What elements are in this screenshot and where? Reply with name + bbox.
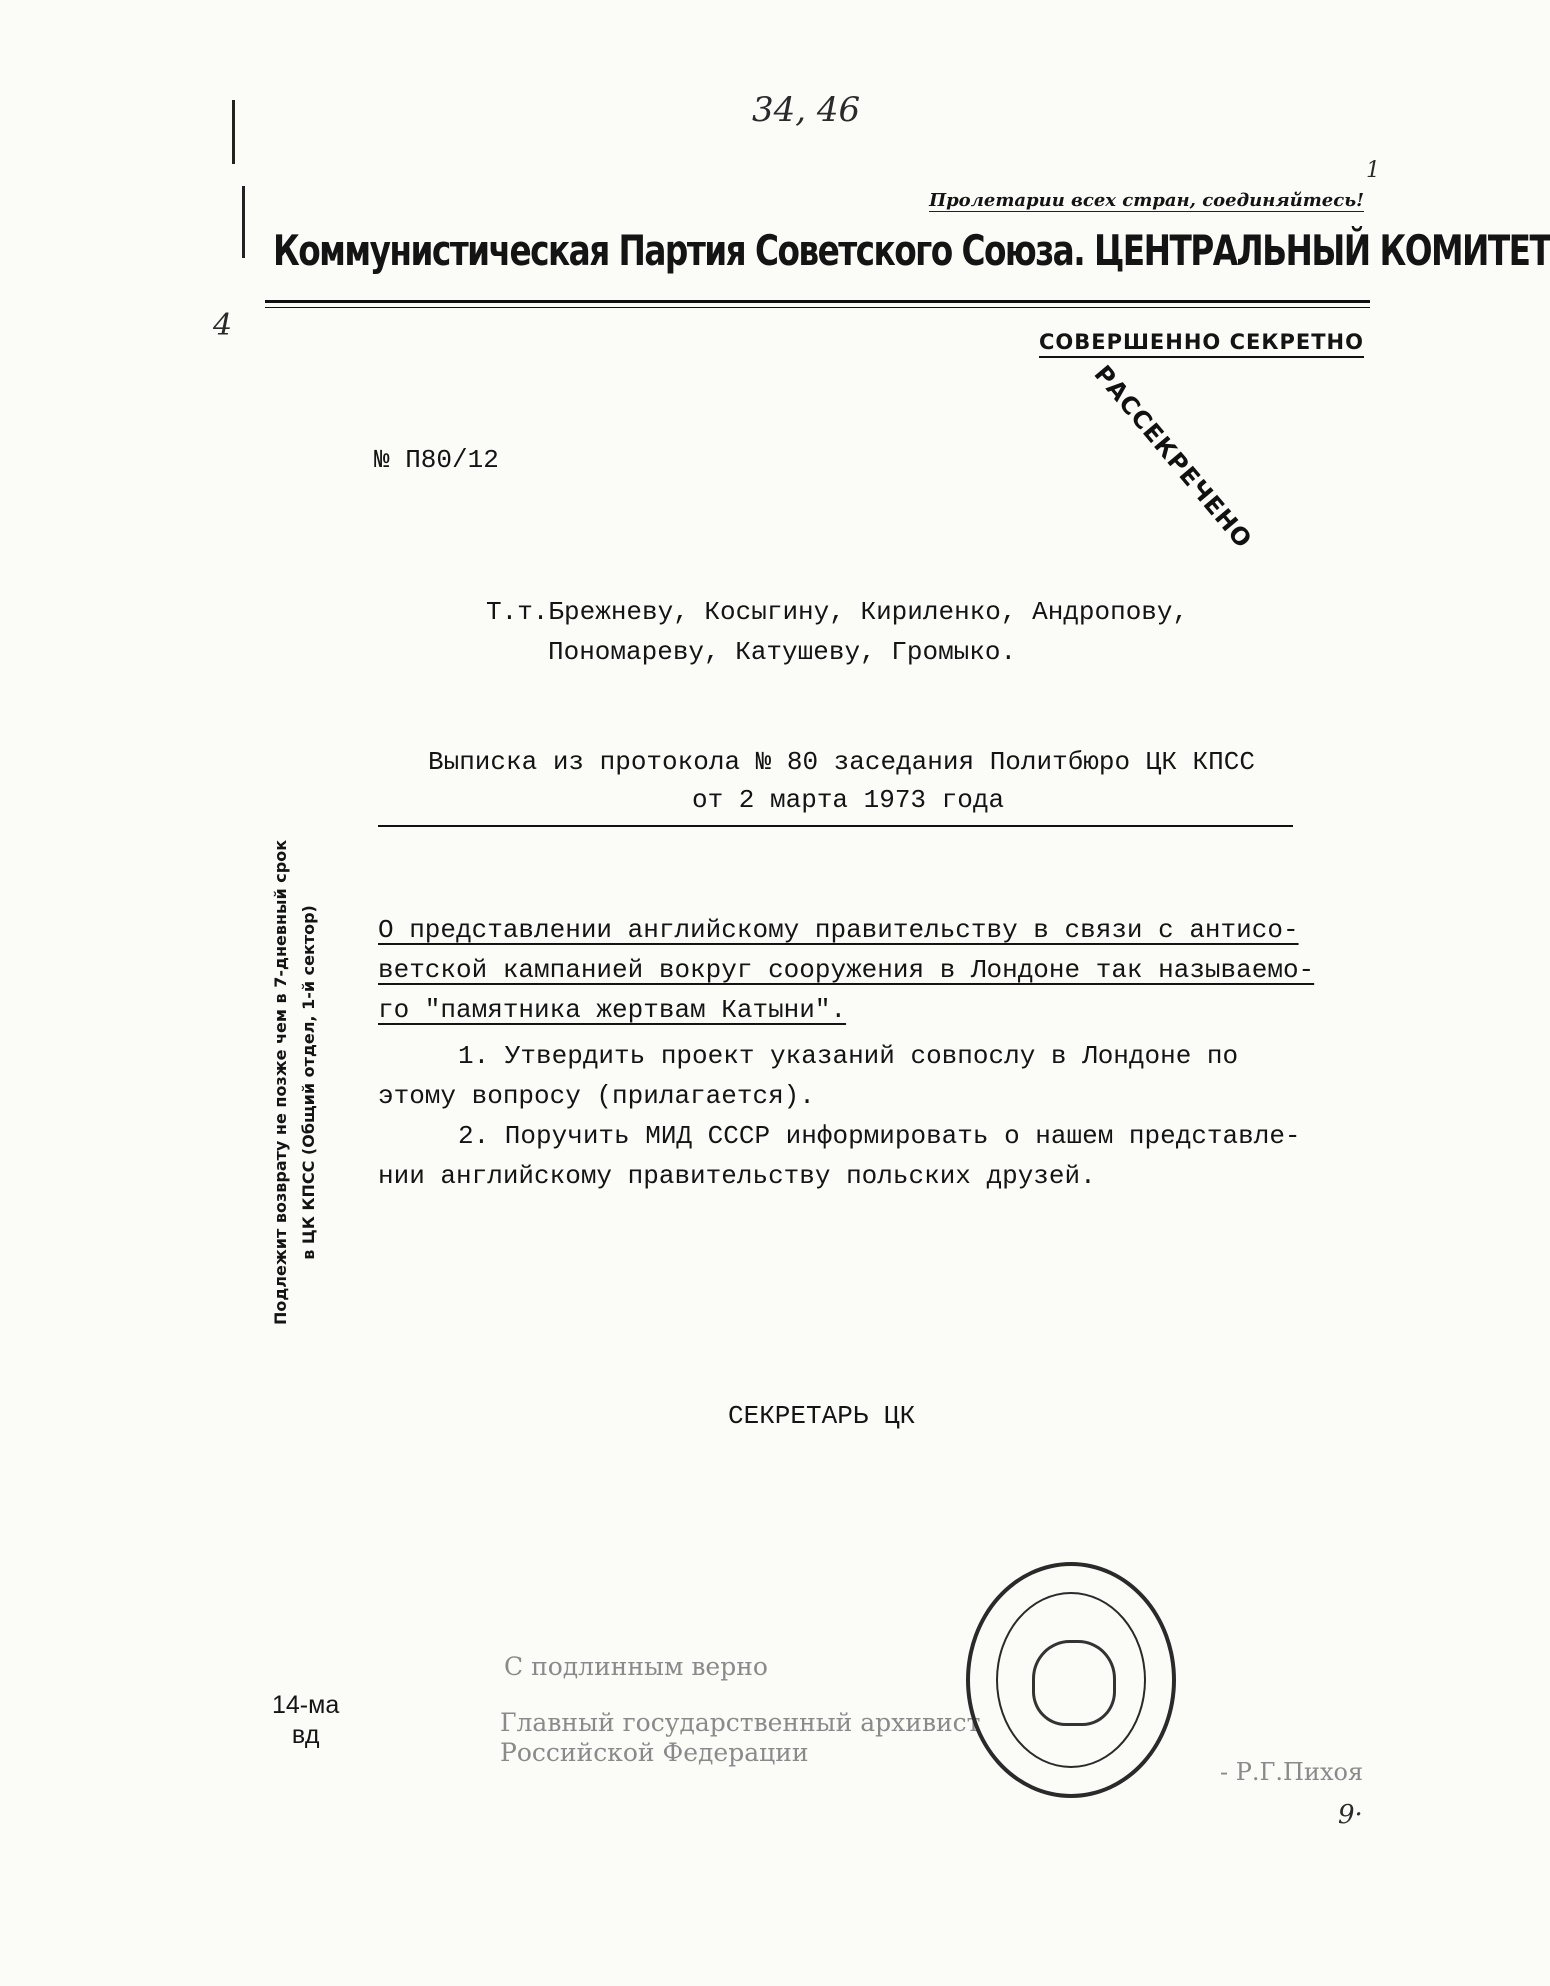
copies-line-1: 14-ма (272, 1691, 340, 1719)
addressees-line-1: Т.т.Брежневу, Косыгину, Кириленко, Андропову, (486, 597, 1189, 627)
extract-title: Выписка из протокола № 80 заседания Политбюро ЦК КПСС (428, 747, 1255, 777)
certification-line-1: С подлинным верно (504, 1652, 768, 1681)
signature-title: СЕКРЕТАРЬ ЦК (728, 1401, 916, 1431)
resolution-items (378, 1036, 1301, 1196)
certification-line-3: Российской Федерации (500, 1738, 809, 1767)
item-2-continuation: нии английскому правительству польских друзей. (378, 1161, 1096, 1191)
archive-seal (966, 1562, 1176, 1798)
item-1-line: 1. Утвердить проект указаний совпослу в Лондоне по (458, 1041, 1239, 1071)
copies-line-2: вд (291, 1721, 320, 1749)
classification-label: СОВЕРШЕННО СЕКРЕТНО (1039, 330, 1364, 358)
certification-block (500, 1652, 981, 1768)
signer-name: - Р.Г.Пихоя (1220, 1758, 1364, 1786)
return-notice-line-1: Подлежит возврату не позже чем в 7-дневный срок (271, 839, 290, 1325)
handwritten-left-margin-mark: 4 (213, 308, 233, 343)
subject-line: О представлении английскому правительству в связи с антисо- (378, 915, 1299, 945)
certification-line-2: Главный государственный архивист (500, 1708, 981, 1737)
subject-line: го "памятника жертвам Катыни". (378, 995, 847, 1025)
party-motto: Пролетарии всех стран, соединяйтесь! (929, 190, 1364, 211)
party-letterhead: Коммунистическая Партия Советского Союза. ЦЕНТРАЛЬНЫЙ КОМИТЕТ (273, 226, 1550, 275)
declassified-stamp: РАССЕКРЕЧЕНО (1088, 360, 1258, 554)
document-number: № П80/12 (374, 445, 499, 475)
handwritten-archive-number: 34, 46 (752, 90, 861, 130)
item-1-continuation: этому вопросу (прилагается). (378, 1081, 815, 1111)
resolution-subject (378, 910, 1314, 1030)
margin-tick-mark (232, 100, 235, 164)
subject-line: ветской кампанией вокруг сооружения в Лондоне так называемо- (378, 955, 1315, 985)
copies-count (272, 1690, 339, 1750)
handwritten-page-mark: 9· (1338, 1800, 1363, 1830)
handwritten-top-right-mark: 1 (1366, 158, 1380, 183)
state-emblem-icon (1032, 1640, 1116, 1726)
addressees-line-2: Пономареву, Катушеву, Громыко. (548, 637, 1017, 667)
extract-divider (378, 825, 1293, 827)
return-notice (267, 840, 323, 1325)
letterhead-rule-thin (265, 307, 1370, 308)
return-notice-line-2: в ЦК КПСС (Общий отдел, 1-й сектор) (299, 905, 318, 1260)
item-2-line: 2. Поручить МИД СССР информировать о нашем представле- (458, 1121, 1301, 1151)
extract-date: от 2 марта 1973 года (692, 785, 1005, 815)
margin-tick-mark (242, 186, 245, 258)
letterhead-rule-thick (265, 300, 1370, 303)
